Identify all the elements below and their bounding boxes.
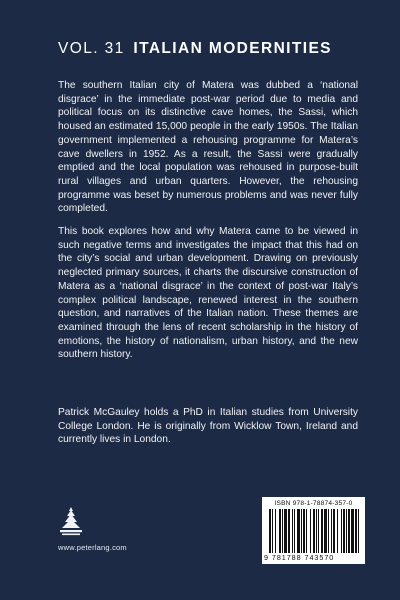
barcode-bar: [272, 509, 273, 553]
series-volume: VOL. 31: [58, 40, 125, 57]
barcode-bar: [331, 509, 332, 553]
barcode-bar: [351, 509, 354, 553]
barcode-bar: [343, 509, 345, 553]
barcode-bar: [333, 509, 335, 553]
series-name: ITALIAN MODERNITIES: [133, 40, 332, 57]
blurb-paragraph-2: This book explores how and why Matera came to be viewed in such negative terms and investigates the impact that this had on the city’s social and urban development. Drawing on previously neglected primary sources, it charts the discursive construction of Matera as a ‘national disgrace’ in the context of post-war Italy’s complex political landscape, renewed interest in the southern question, and narratives of the Italian nation. These themes are examined through the lens of recent scholarship in the history of emotions, the history of nationalism, urban history, and the new southern history.: [58, 226, 358, 361]
barcode-bar: [301, 509, 302, 553]
barcode-bar: [279, 509, 281, 553]
author-bio: Patrick McGauley holds a PhD in Italian studies from University College London. He is originally from Wicklow Town, Ireland and currently lives in London.: [58, 407, 358, 446]
blurb-paragraph-1: The southern Italian city of Matera was dubbed a ‘national disgrace’ in the immediate post-war period due to media and political focus on its distinctive cave homes, the Sassi, which housed an estimated 15,000 people in the early 1950s. The Italian government implemented a rehousing programme for Matera’s cave dwellers in 1952. As a result, the Sassi were gradually emptied and the local population was rehoused in purpose-built rural villages and urban quarters. However, the rehousing programme was beset by numerous problems and was never fully completed.: [58, 80, 358, 215]
barcode-bar: [337, 509, 338, 553]
publisher-url[interactable]: www.peterlang.com: [58, 543, 127, 552]
isbn-label: ISBN 978-1-78874-357-0: [274, 500, 353, 507]
barcode-bar: [306, 509, 307, 553]
barcode-bar: [358, 509, 359, 553]
barcode-bar: [294, 509, 295, 553]
barcode-bar: [318, 509, 319, 553]
barcode-bar: [313, 509, 315, 553]
barcode-bar: [324, 509, 327, 553]
barcode-bar: [316, 509, 317, 553]
barcode-bar: [321, 509, 323, 553]
barcode-bar: [355, 509, 357, 553]
barcode-bar: [297, 509, 300, 553]
barcode-bar: [275, 509, 276, 553]
barcode-bar: [303, 509, 305, 553]
peter-lang-logo-icon: [58, 506, 84, 538]
barcode-bar: [288, 509, 290, 553]
barcode-bar: [269, 509, 271, 553]
barcode-bar: [348, 509, 350, 553]
barcode-bar: [346, 509, 347, 553]
barcode-bar: [282, 509, 283, 553]
series-header: [58, 40, 368, 58]
isbn-barcode: [262, 497, 365, 564]
barcode-bar: [284, 509, 287, 553]
barcode-digits: 9 781788 743570: [264, 553, 335, 562]
barcode-bars: [269, 509, 359, 553]
barcode-bar: [341, 509, 342, 553]
barcode-bar: [292, 509, 293, 553]
barcode-bar: [328, 509, 329, 553]
barcode-bar: [310, 509, 311, 553]
